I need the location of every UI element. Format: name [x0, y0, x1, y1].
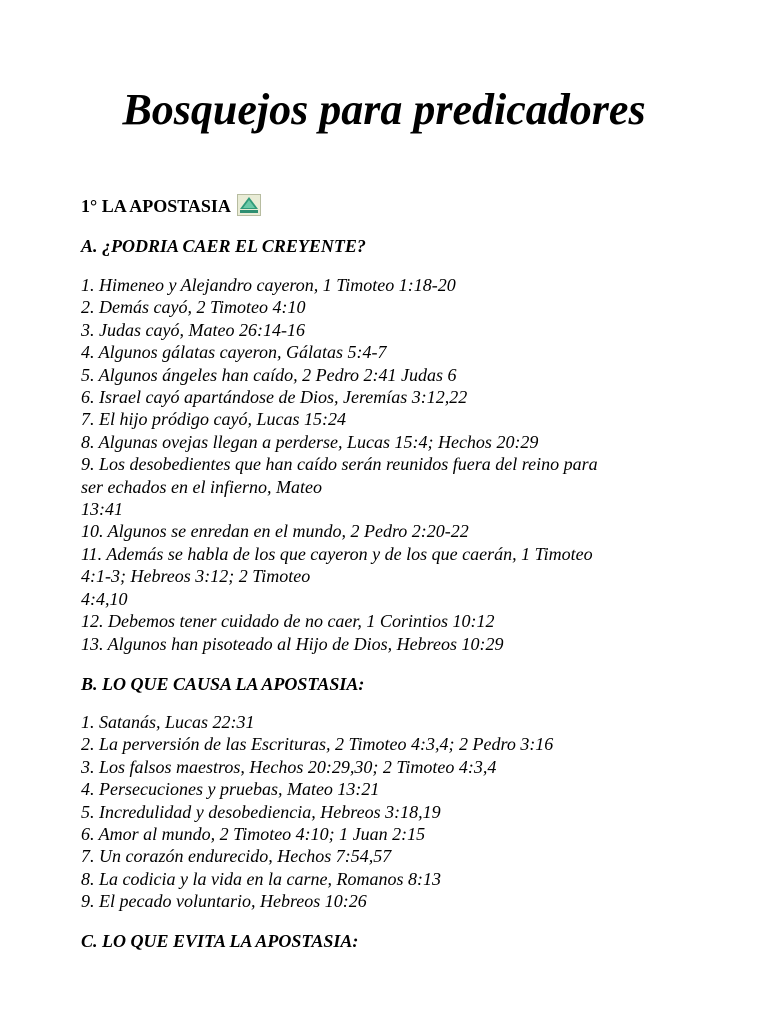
list-item: 1. Himeneo y Alejandro cayeron, 1 Timoteo 1:18-20 [81, 275, 456, 295]
list-item: 4:4,10 [81, 588, 128, 609]
section-heading [81, 195, 261, 219]
list-item: 6. Israel cayó apartándose de Dios, Jeremías 3:12,22 [81, 387, 468, 408]
list-item: 7. El hijo pródigo cayó, Lucas 15:24 [81, 409, 346, 430]
section-heading-text: 1° LA APOSTASIA [81, 196, 231, 216]
list-item: 8. La codicia y la vida en la carne, Romanos 8:13 [81, 868, 441, 889]
page-title: Bosquejos para predicadores [122, 85, 646, 134]
list-item: ser echados en el infierno, Mateo [81, 476, 322, 497]
list-item: 11. Además se habla de los que cayeron y de los que caerán, 1 Timoteo [81, 543, 593, 564]
list-item: 6. Amor al mundo, 2 Timoteo 4:10; 1 Juan 2:15 [81, 824, 426, 845]
list-item: 9. Los desobedientes que han caído serán reunidos fuera del reino para [81, 454, 598, 475]
part-b-list [81, 711, 701, 913]
list-item: 12. Debemos tener cuidado de no caer, 1 Corintios 10:12 [81, 611, 495, 632]
list-item: 5. Incredulidad y desobediencia, Hebreos 3:18,19 [81, 801, 441, 822]
list-item: 5. Algunos ángeles han caído, 2 Pedro 2:41 Judas 6 [81, 364, 457, 385]
up-arrow-icon[interactable] [237, 194, 261, 216]
list-item: 1. Satanás, Lucas 22:31 [81, 712, 255, 732]
list-item: 8. Algunas ovejas llegan a perderse, Lucas 15:4; Hechos 20:29 [81, 431, 539, 452]
list-item: 3. Judas cayó, Mateo 26:14-16 [81, 319, 305, 340]
list-item: 13. Algunos han pisoteado al Hijo de Dios, Hebreos 10:29 [81, 633, 504, 654]
list-item: 2. La perversión de las Escrituras, 2 Timoteo 4:3,4; 2 Pedro 3:16 [81, 734, 554, 755]
list-item: 13:41 [81, 499, 123, 520]
list-item: 10. Algunos se enredan en el mundo, 2 Pedro 2:20-22 [81, 521, 469, 542]
list-item: 9. El pecado voluntario, Hebreos 10:26 [81, 891, 367, 912]
list-item: 4. Algunos gálatas cayeron, Gálatas 5:4-7 [81, 342, 387, 363]
list-item: 2. Demás cayó, 2 Timoteo 4:10 [81, 297, 306, 318]
list-item: 4. Persecuciones y pruebas, Mateo 13:21 [81, 779, 380, 800]
list-item: 3. Los falsos maestros, Hechos 20:29,30; 2 Timoteo 4:3,4 [81, 756, 497, 777]
part-a-heading: A. ¿PODRIA CAER EL CREYENTE? [81, 236, 366, 256]
list-item: 7. Un corazón endurecido, Hechos 7:54,57 [81, 846, 392, 867]
part-a-list [81, 274, 701, 655]
part-c-heading: C. LO QUE EVITA LA APOSTASIA: [81, 931, 359, 951]
list-item: 4:1-3; Hebreos 3:12; 2 Timoteo [81, 566, 311, 587]
part-b-heading: B. LO QUE CAUSA LA APOSTASIA: [81, 674, 365, 694]
